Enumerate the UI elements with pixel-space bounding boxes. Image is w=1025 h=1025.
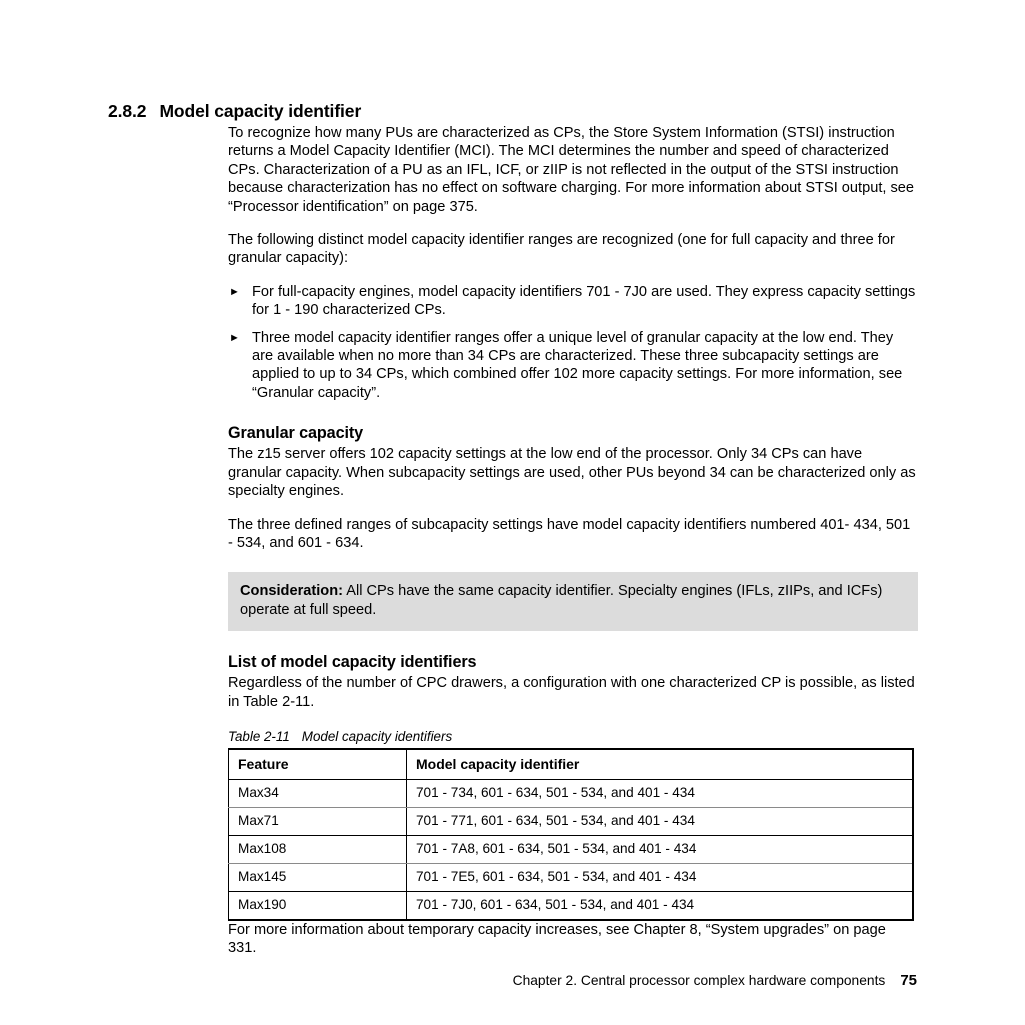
- paragraph-ranges-lead: The following distinct model capacity identifier ranges are recognized (one for full capacity and three for granular capacity):: [228, 232, 895, 267]
- list-item-text: Three model capacity identifier ranges offer a unique level of granular capacity at the low end. They are available when no more than 34 CPs are characterized. These three subcapacity settings are applied to up to 34 CPs, which combined offer 102 more capacity settings. For more information, see “Granular capacity”.: [252, 329, 903, 401]
- subheading-granular-capacity: Granular capacity: [228, 424, 364, 443]
- table-header: [229, 749, 913, 780]
- table-row: [229, 863, 913, 891]
- cell-model-capacity-identifier: 701 - 7A8, 601 - 634, 501 - 534, and 401 - 434: [407, 835, 913, 863]
- cell-model-capacity-identifier: 701 - 7E5, 601 - 634, 501 - 534, and 401 - 434: [407, 863, 913, 891]
- column-header-model-capacity-identifier: Model capacity identifier: [407, 749, 913, 780]
- cell-feature: Max108: [229, 835, 407, 863]
- note-label: Consideration:: [240, 583, 343, 600]
- body-column: [228, 124, 918, 973]
- model-capacity-identifiers-table: [228, 748, 914, 921]
- cell-feature: Max71: [229, 807, 407, 835]
- footer-chapter-text: Chapter 2. Central processor complex hardware components: [512, 973, 886, 988]
- paragraph-list-body: Regardless of the number of CPC drawers, a configuration with one characterized CP is possible, as listed in Table 2-11.: [228, 675, 915, 710]
- table-caption: [228, 729, 918, 744]
- page-footer: [0, 972, 1025, 989]
- table-caption-number: Table 2-11: [228, 728, 290, 744]
- cell-feature: Max190: [229, 891, 407, 920]
- bullet-triangle-icon: ►: [229, 331, 240, 344]
- cell-feature: Max34: [229, 779, 407, 807]
- cell-model-capacity-identifier: 701 - 7J0, 601 - 634, 501 - 534, and 401 - 434: [407, 891, 913, 920]
- table-row: [229, 891, 913, 920]
- bullet-list: [228, 283, 918, 402]
- section-title: Model capacity identifier: [159, 100, 362, 121]
- note-text: All CPs have the same capacity identifier. Specialty engines (IFLs, zIIPs, and ICFs) operate at full speed.: [240, 583, 883, 618]
- table-header-row: [229, 749, 913, 780]
- column-header-feature: Feature: [229, 749, 407, 780]
- subheading-list-of-model-capacity-identifiers: List of model capacity identifiers: [228, 653, 477, 672]
- list-item: [228, 329, 918, 403]
- cell-model-capacity-identifier: 701 - 734, 601 - 634, 501 - 534, and 401 - 434: [407, 779, 913, 807]
- cell-feature: Max145: [229, 863, 407, 891]
- cell-model-capacity-identifier: 701 - 771, 601 - 634, 501 - 534, and 401 - 434: [407, 807, 913, 835]
- list-item-text: For full-capacity engines, model capacity identifiers 701 - 7J0 are used. They express capacity settings for 1 - 190 characterized CPs.: [252, 283, 916, 319]
- paragraph-after-table: For more information about temporary capacity increases, see Chapter 8, “System upgrades” on page 331.: [228, 921, 886, 957]
- table-body: [229, 779, 913, 920]
- page-title: [108, 101, 361, 122]
- table-row: [229, 807, 913, 835]
- paragraph-intro: To recognize how many PUs are characterized as CPs, the Store System Information (STSI) instruction returns a Model Capacity Identifier (MCI). The MCI determines the number and speed of characterized CPs. Characterization of a PU as an IFL, ICF, or zIIP is not reflected in the output of the STSI instruction because characterization has no effect on software charging. For more information about STSI output, see “Processor identification” on page 375.: [228, 125, 915, 215]
- bullet-triangle-icon: ►: [229, 285, 240, 298]
- paragraph-granular-body: The z15 server offers 102 capacity settings at the low end of the processor. Only 34 CPs can have granular capacity. When subcapacity settings are used, other PUs beyond 34 can be characterized only as specialty engines.: [228, 446, 916, 500]
- paragraph-subcapacity-ranges: The three defined ranges of subcapacity settings have model capacity identifiers numbered 401- 434, 501 - 534, and 601 - 634.: [228, 516, 911, 551]
- table-caption-title: Model capacity identifiers: [301, 728, 453, 744]
- consideration-note-box: [228, 572, 918, 631]
- table-row: [229, 835, 913, 863]
- list-item: [228, 283, 918, 320]
- section-number: 2.8.2: [108, 100, 147, 121]
- table-row: [229, 779, 913, 807]
- footer-page-number: 75: [900, 972, 917, 989]
